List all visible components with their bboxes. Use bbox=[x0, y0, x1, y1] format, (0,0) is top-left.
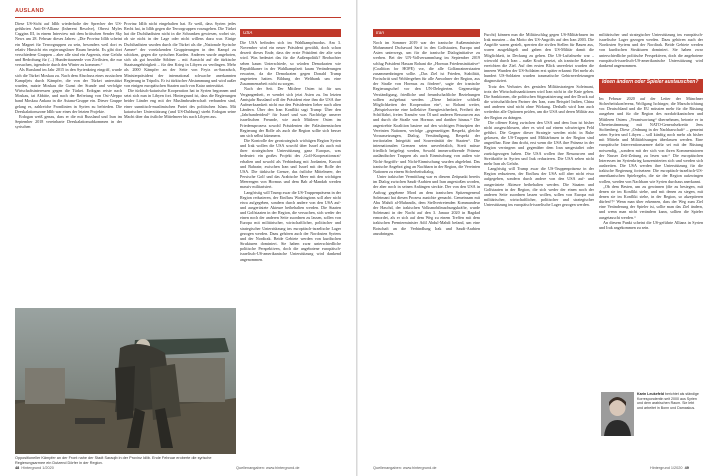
right-source-footer: Quellenangaben: www.hintergrund.de bbox=[373, 466, 437, 470]
right-column-1 bbox=[373, 40, 480, 461]
left-footer bbox=[15, 466, 54, 470]
photo-caption: Oppositioneller Kämpfer an der Front nahe der Stadt Saraqib in der Provinz Idlib. Ende Februar eroberte die syrische Regierungsarmee ein Dutzend Dörfer in der Region. bbox=[15, 456, 212, 465]
author-bio bbox=[637, 392, 701, 410]
paragraph: An diesem Punkt scheint die US-geführte Allianz in Syrien und Irak angekommen zu sein. bbox=[599, 219, 703, 230]
paragraph: Die Kontrolle der geostrategisch wichtigen Region Syrien und Irak wollen die USA sowohl über Israel als auch mit ihrer strategischen Unterstützung ganz Europas, was bedeutet: ein großes Projekt des ‚Golf-Kooperationsrat‘ erhalten und sowohl als Verbindung mit Jordanien, Kuwait und Bahrain; zwischen Iran und Israel mit der Rolle der USA. Die türkische Grenze, das östliche Mittelmeer, der Persische Golf und das Arabische Meer mit den wichtigen Meerengen von Hormus und dem Bab al-Mandab werden massiv militarisiert. bbox=[240, 137, 341, 190]
paragraph: Unter irakischer Vermittlung war es diesem Zeitpunkt bereits im Dialog zwischen Saudi-Arabien und Iran angestoßen worden, der aber noch in seinen Anfängen steckte. Der von den USA in Auftrag gegebene Mord an dem iranischen Spitzengeneral Soleimani hat diesen Prozess zunichte gemacht. Gemeinsam mit Abu Mahdi al-Muhandis, dem Stellvertretenden Kommandeur der Haschd, der irakischen Volksmobilmachungskräfte, wurde Soleimani in der Nacht auf den 3. Januar 2020 in Bagdad ermordet, als er sich auf dem Weg zu einem Treffen mit dem irakischen Premierminister Adil Abdul-Mahdi befand, um eine Botschaft an die Verbindlung Irak und Saudi-Arabien anzubringen. bbox=[373, 174, 480, 236]
right-footer bbox=[650, 466, 689, 470]
paragraph: Im Februar 2020 auf der Leiter der Münchner Sicherheitskonferenz, Wolfgang Ischinger, die Marschrichtung vor. Deutschland und die EU müssten mehr für die Rüstung ausgeben und für die Region des nordafrikanischen und Mittleren Ostens „Verantwortung“ übernehmen, betonte er in Übereinstimmung mit NATO-Generalsekretär Jens Stoltenberg. Diese „Ordnung in der Nachbarschaft“ – gemeint seien Syrien und Libyen – soll künftig noch mehr als bisher mit Mitteln und Militärlösungen überlassen werden. Eine europäische Interventionsarmee dafür sei mit der Rüstung notwendig, „sondern mit der sich von ihren Kommentatoren der Nasser Zeit-Zeitung zu lesen war.“ Die europäischen Interessen im Syrienkrieg konzentrierten sich und werden sich ausbreiten. Die USA werden ihre Unterstützung für die irakische Regierung fortsetzen: Die europäisch-israelisch-US-amerikanischen Spielregeln, die sie der Region aufzwingen wollen, werden von Nachbarn wie Syrien durchaus anerkannt. bbox=[599, 96, 703, 184]
subhead-iran: Iran bbox=[373, 29, 480, 37]
paragraph: Provinz Idlib nicht eingehalten hat. Er weiß, dass Syrien jedes Recht hat, in Idlib gegen die Terrorgruppen vorzugehen. Die Türkei hat die Dschihadisten nicht in die Schranken gewiesen, wobei sie, ob sie nicht in der Lage oder nicht willens dazu war. Einige Dschihadisten wurden durch die Türkei als die „Nationale Syrische Armee“ der vorrückenden Gruppierungen in den Kampf zu schicken, gegen die syrischen Kurden. Anderen wurde angeboten, sich als gut bezahlte Söldner – mit Aussicht auf die türkische Staatsangehörigkeit – für den Krieg in Libyen zu verdingen. Mehr als 2000 Kämpfer an der Seite von Feyiz as-Sarradsch, Ministerpräsident der international schwache anerkannten Regierung in Tripolis. Er ist türkischer Abstammung und wird außer von einigen europäischen Staaten auch von Katar unterstützt. bbox=[124, 21, 236, 88]
paragraph: „Ob dem Besten, um zu gewinnen (die zu besiegen, mit denen sie im Konflikt stehe, und mit denen zu siegen, mit denen sie im Konflikt stehe, in der Region, so akzeptieren dürfen?!“ Wenn man über erkennen, dass der Weg zum Ziel eine Veränderung der Spieler ist, sollte man das Ziel ändern, und wenn man nicht verändern kann, sollten die Spieler ausgetauscht werden.“ bbox=[599, 183, 703, 220]
portrait-illustration bbox=[601, 392, 634, 436]
author-name: Karin Leukefeld bbox=[637, 392, 664, 396]
paragraph: Diese US-Sicht auf Idlib wiederholte der Sprecher der US-geführten Anti-IS-Allianz (Inherent Resolve), Oberst Myles Caggins III, in einem Interview mit dem britischen Sender Sky News am 28. Februar dieses Jahres: „Die Provinz Idlib scheint ein Magnet für Terrorgruppen zu sein, besonders weil dort es relativ Hinsicht ein regierungsloser Raum besteht. Es gibt dort verschiedene Gruppen – aber alle sind ein Argernis, eine Gefahr und Bedrohung für (...) Hunderttausende von Zivilisten, die nur versuchen, irgendwie durch den Winter zu kommen.“ bbox=[15, 21, 122, 68]
right-column-3 bbox=[599, 96, 703, 388]
magazine-issue: Hintergrund 1/2020 bbox=[21, 466, 54, 470]
magazine-issue: Hintergrund 1/2020 bbox=[650, 466, 683, 470]
paragraph: Trotz des Verlustes des genialen Militärstrategen Soleimani, trotz der Wirtschaftssanktionen wird Iran nicht in die Knie gehen. Die Sanktionen, die politischen Stigmatisierung und der Druck auf die wirtschaftlichen Partner des Iran, zum Beispiel Indien, China und anderen sind nicht ohne Wirkung. Deshalb wird Iran auch weiterhin alle Optionen prüfen, um die USA und deren Militär aus der Region zu drängen. bbox=[484, 83, 594, 120]
section-label: AUSLAND bbox=[15, 8, 44, 14]
author-box bbox=[601, 392, 701, 440]
photo-illustration bbox=[15, 308, 236, 454]
right-column-2 bbox=[484, 32, 594, 461]
page-number: 48 bbox=[15, 466, 20, 470]
section-subheading: Ideen ändern oder Spieler austauschen? bbox=[599, 79, 703, 93]
paragraph: Furcht) können nun die Militärschlag gegen US-Militärbasen im Irak mussten – das Motto des US-Angriffs auf den Iran 2003. Die Angriffe waren gezielt, sperrten die zivilen Stellen für Bauen aus, waren ausgeklügelt und gaben den US-Militär damit die Möglichkeit, in Deckung zu gehen. Die US-Luftabwehr war – wiewohl durch Iran – außer Kraft gesetzt, als iranische Raketen erreichten die Ziel. Auf den ersten Blick unverletzt wurden die inneren Wunden der US-Soldaten erst später erkannt: Bei mehr als hundert US-Soldaten wurden traumatische Gehirnverletzungen diagnostiziert. bbox=[484, 32, 594, 84]
section-rule bbox=[15, 17, 341, 18]
paragraph: Erdogan weiß genau, dass er die mit Russland und Iran im September 2018 vereinbarte Deeskalationsabkommen in der syrischen bbox=[15, 113, 122, 130]
paragraph: Langfristig will Trump zwar die US-Truppenpräsenz in der Region reduzieren, der Einfluss der USA soll aber nicht etwa aufgegeben, sondern durch andere von den USA auf- und ausgerüstete Akteure beibehalten werden. Die Staaten und Golfstaaten in der Region, die sich weder der einen noch der anderen Seite zuordnen lassen wollen, sollen von Europa mit militärischer, wirtschaftlicher, politischer und strategischer Unterstützung ins europäisch-israelische Lager gezogen werden. bbox=[484, 166, 594, 208]
article-photo-fighter bbox=[15, 308, 236, 454]
paragraph: Noch im Sommer 2019 war der iranische Außenminister Mohammed Dschawad Sarif in den Golfstaaten, Europa und Asien unterwegs, um für die iranische Dialoginitiative zu werben. Bei der UN-Vollversammlung im September 2019 schlug Präsident Hassan Rohani die „Hormus Friedensinitiative“ (Coalition for HOPE) vor, die alle Golfanrainerstaaten zusammenbringen sollte. „Das Ziel ist Frieden, Stabilität, Fortschritt und Wohlergehen für alle Anwohner der Region, aus der Straße von Hormus zu fördern“, sagte der iranische Regierungschef vor den UN-Delegierten. Gegenseitige Verständigung, friedliche und freundschaftliche Beziehungen sollten aufgebaut werden. „Diese Initiative schließt Möglichkeiten der Kooperation ein“, so Rohani weiter, „Beispielsweise eine kollektive Energiesicherheit, Freiheit der Schifffahrt, freien Transfer von Öl und anderen Ressourcen aus und durch die Straße von Hormus und darüber hinaus.“ Die angestrebte Koalition basiere auf den wichtigen Prinzipien der Vereinten Nationen, verfolge „gegenseitigen Respekt, gleiche Voraussetzungen, Dialog, Verständigung, Respekt der territorialen Integrität und Souveränität der Staaten“. Die internationalen Grenzen seien unverletzlich, Streit müsse friedlich beigelegt werden, Sowohl immerwährende Präsenz ausländischer Truppen als auch Einmischung von außen wie Nicht-Angriffs- und Nicht-Einmischung wurden abgelehnt. Das iranische Angebot ging an Nachbarn in der Region, die Vereinten Nationen zu einem Sicherheitsdialog. bbox=[373, 40, 480, 174]
right-column-3-top bbox=[599, 32, 703, 76]
author-portrait bbox=[601, 392, 634, 436]
paragraph: Die türkisch-katarische Kooperation hat in Syrien begonnen und setzt sich nun in Libyen fort. Hintergrund ist, dass die Regierungen beider Länder eng mit der Muslimbruderschaft verbunden sind, einer sunnitisch-muslimischen Partei des politischen Islam. Mit katarischer Unterstützung (und US-Duldung) strebt Erdogan seine Macht über das östliche Mittelmeer bis nach Libyen aus. bbox=[124, 88, 236, 119]
subhead-usa: USA bbox=[240, 29, 341, 37]
paragraph: Als Russland im Jahr 2015 in den Syrienkrieg eingriff, wurde sich die Türkei Moskau zu. Nach dem Abschuss eines russischen Kampfjets durch Kämpfer, die von der Türkei unterstützt wurden, nutzte Moskau die Gunst der Stunde und verfolgte Wirtschaftsinteressen gegen die Türkei. Erdogan reiste nach Moskau, tat Abbitte, und nach der Befreiung von Ost-Aleppo band Moskau Ankara in die Astana-Gruppe ein. Dieser Gruppe gelang es, zahlreiche Frontlinien in Syrien zu befrieden. Die Deeskalationszone Idlib war eines der letzten Projekte. bbox=[15, 67, 122, 114]
paragraph: militärischer und strategischer Unterstützung ins europäisch-israelische Lager gezogen werden. Dazu gehören auch der Nordosten Syriens und der Nordirak. Beide Gebiete werden von kurdischen Strukturen dominiert. Sie haben zwar unterschiedliche politische Perspektiven, doch die angebotene europäisch-israelisch-US-amerikanische Unterstützung wird dankend angenommen. bbox=[599, 32, 703, 68]
left-column-3 bbox=[240, 40, 341, 461]
paragraph: Die offener Krieg zwischen den USA und dem Iran ist bisher nicht ausgeschlossen, aber es wird auf einem schwierigen Feld geführt. Die Gegner dieser Strategie werden nicht in Ruhe gelassen, die US-Truppen und Militärbasen in der Region sind angreifbar. Eine ihm droht, erst wenn die USA ihre Präsenz in der Region verringern und gegenüber dem Iran umgestaltet oder zurückgezogen haben. Die USA wollen ihre Ressourcen und Streitkräfte in Syrien und Irak reduzieren. Die USA sehen nicht mehr Iran als Gefahr. bbox=[484, 119, 594, 166]
left-page bbox=[0, 0, 356, 476]
paragraph: Die USA befinden sich im Wahlkampfmodus. Am 3. November wird ein neuer Präsident gewählt, doch schon derzeit dieses Ende, dass der erste Präsident der alte sein wird. Was bedeutet das für die Außenpolitik? Beobachter sehen kaum Unterschiede, so würden Demokraten wie Republikaner in der Wahlkampfzeit kaum Veränderungen erwarten, da die Demokraten gegen Donald Trump angetreten hatten. Bildung der Weltbank um eine Zusammenarbeit nicht zu sorgen. bbox=[240, 40, 341, 87]
paragraph: Langfristig will Trump zwar die US-Truppenpräsenz in der Region reduzieren, der Einfluss Washingtons soll aber nicht etwa aufgegeben, sondern durch andere von den USA auf- und ausgerüstete Akteure beibehalten werden. Die Staaten und Golfstaaten in der Region, die versuchen, sich weder der einen noch der anderen Seite zuordnen zu lassen, sollen von Europa mit militärischer, wirtschaftlicher, politischer und strategischer Unterstützung ins europäisch-israelische Lager gezogen werden. Dazu gehören auch der Nordosten Syriens und der Nordirak. Beide Gebiete werden von kurdischen Strukturen dominiert. Sie haben zwar unterschiedliche politische Perspektiven, doch die angebotene europäisch-israelisch-US-amerikanische Unterstützung wird dankend angenommen. bbox=[240, 189, 341, 262]
left-column-1 bbox=[15, 21, 122, 304]
source-footer: Quellenangaben: www.hintergrund.de bbox=[236, 466, 300, 470]
author-description: berichtet als ständige Korrespondentin seit 2000 aus Syrien und dem arabischen Raum. Sie lebt und arbeitet in Bonn und Damaskus. bbox=[637, 392, 699, 410]
page-number: 49 bbox=[684, 466, 689, 470]
paragraph: Nach der Seit. Der Mittlere Osten ist für uns Vergangenheit, er wendet sich jetzt Asien zu. Im letzten Amtsjahr Russland will der Präsident eine ihm die USA ihre Aufmerksamkeit nicht nur den Präsidenten lieber nach alten Ländern. Über den Iran Konflikt sagt Trump: Über den „Jahrhundertdeal“ für Israel und was Nachfolge unserer israelischen Freunde, wie auch Mittlerer Osten im Friedensprozess sowohl Präsidenten der Palästinensischen Regierung der Rolle als auch die Region sollte sich besser um sich selbst kümmern. bbox=[240, 86, 341, 138]
left-column-2 bbox=[124, 21, 236, 304]
